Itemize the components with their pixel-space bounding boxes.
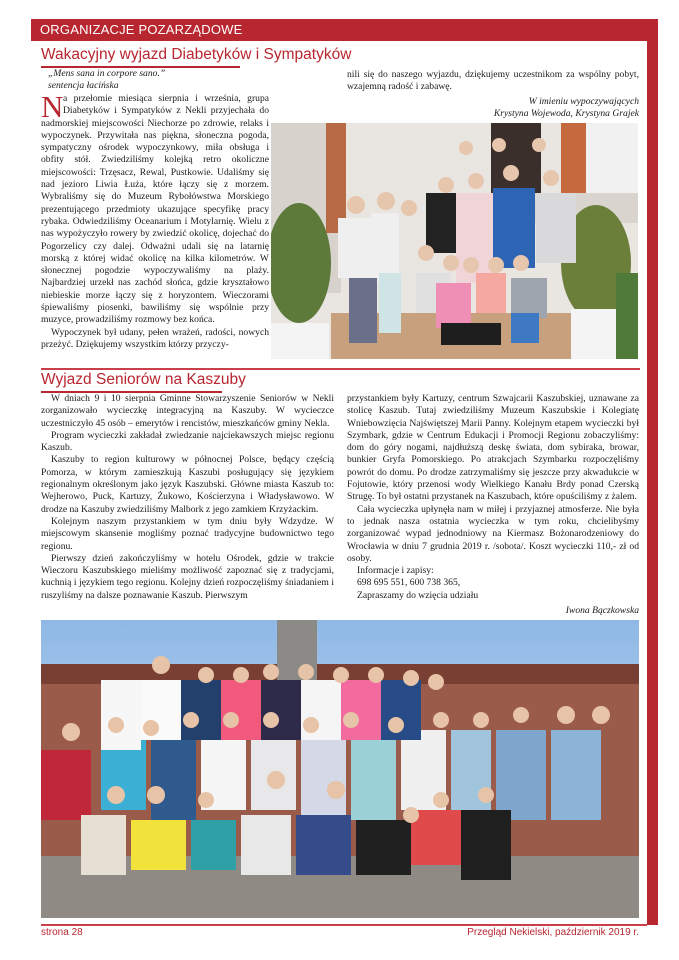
article2-paragraph: przystankiem były Kartuzy, centrum Szwajcarii Kaszubskiej, uznawane za stolicę Kaszub. Tutaj zwiedziliśmy Muzeum Kaszubskie i Kolegiatę Wniebowzięcia Najświętszej Marii Panny. Kolejnym etapem wycieczki był Szymbark, gdzie w Centrum Edukacji i Promocji Regionu zobaczyliśmy: dom do góry nogami, najdłuższą deskę świata, dom sybiraka, browar, bunkier Gryfa Pomorskiego. Po atrakcjach Szymbarku rozpoczęliśmy powrót do domu. Po drodze zatrzymaliśmy się jeszcze przy akwadukcie w Fojutowie, który przenosi wody Wielkiego Kanału Brdy ponad Czerską Strugę. To był ostatni przystanek na Kaszubach, które opuściliśmy z żalem. <box>347 393 639 503</box>
article2-left-column <box>41 393 334 602</box>
dropcap-spacer <box>41 93 63 117</box>
article1-title: Wakacyjny wyjazd Diabetyków i Sympatyków <box>41 46 352 63</box>
article2-paragraph: Kaszuby to region kulturowy w północnej Polsce, będący częścią Pomorza, w którym zamieszkują Kaszubi posługujący się językiem regionalnym określonym jako język Kaszubski. Główne miasta Kaszub to: Wejherowo, Puck, Kartuzy, Żukowo, Kościerzyna i Władysławowo. W drodze na Kaszuby zwiedziliśmy Malbork z jego zamkiem Krzyżackim. <box>41 454 334 515</box>
section-label: ORGANIZACJE POZARZĄDOWE <box>40 22 243 37</box>
article-divider <box>41 368 640 370</box>
article1-body <box>41 89 269 358</box>
article1-continuation-text: nili się do naszego wyjazdu, dziękujemy uczestnikom za wspólny pobyt, wzajemną radość i zabawę. <box>347 69 639 93</box>
footer-divider <box>41 924 647 926</box>
group-photo-image <box>41 620 639 918</box>
article2-paragraph: Kolejnym naszym przystankiem w tym dniu były Wdzydze. W miejscowym skansenie mogliśmy poznać tradycyjne budownictwo tego regionu. <box>41 515 334 552</box>
article1-paragraph: Wypoczynek był udany, pełen wrażeń, radości, nowych przeżyć. Dziękujemy wszystkim którzy przyczy- <box>41 326 269 350</box>
article1-signature-line1: W imieniu wypoczywających <box>528 95 639 107</box>
article2-group-photo <box>41 620 639 918</box>
article1-motto-quote: „Mens sana in corpore sano.” <box>48 68 166 79</box>
article1-lead-text: a przełomie miesiąca sierpnia i września, grupa Diabetyków i Sympatyków z Nekli przyjechała do nadmorskiej miejscowości Niechorze po zdrowie, relaks i wypoczynek. Przywitała nas piękna, słoneczna pogoda, sympatyczny ośrodek wypoczynkowy, miła obsługa i obfity stół. Zwiedziliśmy kolejką retro okoliczne miejscowości: Trzęsacz, Rewal, Pustkowie. Udaliśmy się nad jezioro Liwia Łuża, które łączy się z morzem. Wybraliśmy się do Muzeum Rybołówstwa Morskiego prezentującego przedmioty ukazujące specyfikę pracy rybaka. Odwiedziliśmy Oceanarium i Motylarnię. Wielu z nas wypożyczyło rowery by zwiedzić okolicę, dojechać do Pogorzelicy czy dalej. Odważni udali się na latarnię morską z której widać okolicę na kilka kilometrów. W słonecznej pogodzie wypoczywaliśmy na plaży. Najbardziej urzekł nas zachód słońca, gdzie kryształowo niebieskie morze łączy się z horyzontem. Wieczorami śpiewaliśmy piosenki, bawiliśmy się wspólnie przy muzyce, prowadziliśmy rozmowy bez końca. <box>41 93 269 326</box>
article2-paragraph: W dniach 9 i 10 sierpnia Gminne Stowarzyszenie Seniorów w Nekli zorganizowało wycieczkę integracyjną na Kaszuby. W wycieczce uczestniczyło 45 osób – emerytów i rencistów, mieszkańców gminy Nekla. <box>41 393 334 429</box>
article2-right-column <box>347 393 639 617</box>
article1-continuation <box>347 69 639 120</box>
section-header <box>31 19 658 41</box>
group-photo-image <box>271 123 638 359</box>
article2-title: Wyjazd Seniorów na Kaszuby <box>41 371 246 388</box>
article2-invitation: Zapraszamy do wzięcia udziału <box>357 589 479 601</box>
article2-paragraph: Cała wycieczka upłynęła nam w miłej i przyjaznej atmosferze. Nie była to jednak nasza ostatnia wycieczka w tym roku, chcielibyśmy zorganizować wypad jednodniowy na Kiermasz Bożonarodzeniowy do Wrocławia w dniu 7 grudnia 2019 r. /sobota/. Koszt wycieczki 110,- zł od osoby. <box>347 503 639 564</box>
article1-lead-paragraph <box>41 89 269 327</box>
footer-page-number: strona 28 <box>41 927 83 938</box>
page-frame-right <box>647 19 658 925</box>
article2-paragraph: Pierwszy dzień zakończyliśmy w hotelu Ośrodek, gdzie w trakcie Wieczoru Kaszubskiego mieliśmy możliwość zapoznać się z tradycjami, kuchnią i językiem tego regionu. Kolejny dzień rozpoczęliśmy śniadaniem i ruszyliśmy na dalsze poznawanie Kaszub. Pierwszym <box>41 552 334 601</box>
footer-publication: Przegląd Nekielski, październik 2019 r. <box>467 927 639 938</box>
article2-paragraph: Program wycieczki zakładał zwiedzanie najciekawszych miejsc regionu Kaszub. <box>41 429 334 454</box>
article1-column-top <box>43 68 333 93</box>
article1-motto-source: sentencja łacińska <box>48 80 119 92</box>
article2-signature: Iwona Bączkowska <box>565 605 639 617</box>
article1-dropcap: N <box>41 89 64 124</box>
article1-signature-line2: Krystyna Wojewoda, Krystyna Grajek <box>493 107 639 119</box>
article2-phone-numbers: 698 695 551, 600 738 365, <box>357 577 461 589</box>
article2-info-label: Informacje i zapisy: <box>357 565 434 577</box>
article1-group-photo <box>271 123 638 359</box>
